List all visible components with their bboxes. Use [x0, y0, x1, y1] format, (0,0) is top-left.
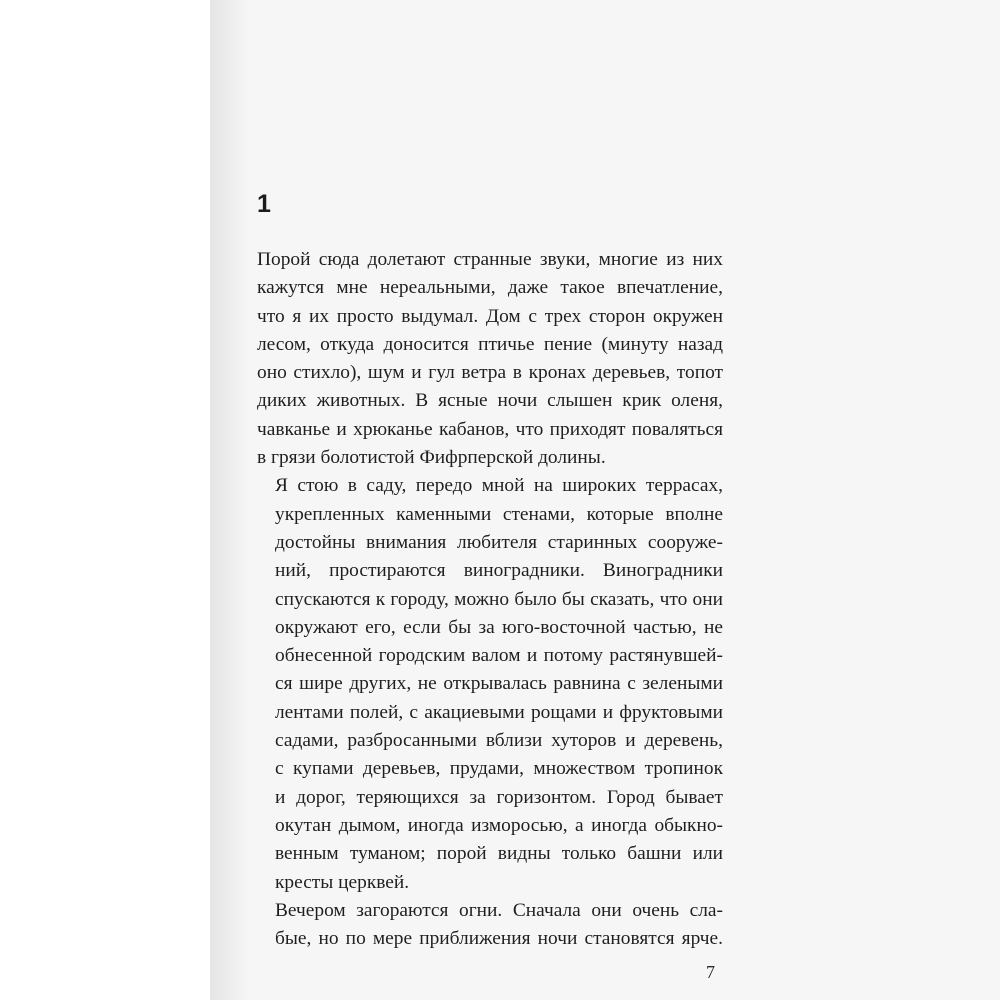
text-line: диких животных. В ясные ночи слышен крик оленя,	[257, 390, 723, 412]
page-number: 7	[706, 962, 715, 982]
text-line: что я их просто выдумал. Дом с трех сторон окружен	[257, 305, 723, 327]
text-line: лесом, откуда доносится птичье пение (минуту назад	[257, 333, 723, 355]
text-line: лентами полей, с акациевыми рощами и фруктовыми	[275, 701, 723, 723]
text-line: кажутся мне нереальными, даже такое впечатление,	[257, 277, 723, 299]
text-line: ся шире других, не открывалась равнина с зелеными	[275, 673, 723, 695]
text-line: в грязи болотистой Фифрперской долины.	[257, 447, 606, 469]
text-line: укрепленных каменными стенами, которые вполне	[275, 503, 723, 525]
paragraph-3	[257, 897, 723, 954]
gutter-shadow	[210, 0, 250, 1000]
text-line: Я стою в саду, передо мной на широких террасах,	[275, 475, 723, 497]
text-line: садами, разбросанными вблизи хуторов и деревень,	[275, 730, 723, 752]
text-line: бые, но по мере приближения ночи становятся ярче.	[275, 928, 723, 950]
text-line: и дорог, теряющихся за горизонтом. Город бывает	[275, 786, 723, 808]
text-line: чавканье и хрюканье кабанов, что приходят поваляться	[257, 418, 723, 440]
text-line: с купами деревьев, прудами, множеством тропинок	[275, 758, 723, 780]
text-line: венным туманом; порой видны только башни или	[275, 843, 723, 865]
text-line: оно стихло), шум и гул ветра в кронах деревьев, топот	[257, 362, 723, 384]
text-line: Порой сюда долетают странные звуки, многие из них	[257, 249, 723, 270]
text-line: кресты церквей.	[275, 871, 410, 893]
text-line: достойны внимания любителя старинных сооруже-	[275, 531, 723, 553]
text-line: Вечером загораются огни. Сначала они очень сла-	[275, 899, 723, 921]
body-text	[257, 246, 723, 953]
text-line: окутан дымом, иногда изморосью, а иногда обыкно-	[275, 814, 723, 836]
chapter-number: 1	[257, 190, 271, 218]
text-line: окружают его, если бы за юго-восточной частью, не	[275, 616, 723, 638]
text-line: спускаются к городу, можно было бы сказать, что они	[275, 588, 723, 610]
text-line: ний, простираются виноградники. Виноградники	[275, 560, 723, 582]
paragraph-2	[257, 472, 723, 896]
paragraph-1	[257, 246, 723, 472]
text-line: обнесенной городским валом и потому растянувшей-	[275, 645, 723, 667]
